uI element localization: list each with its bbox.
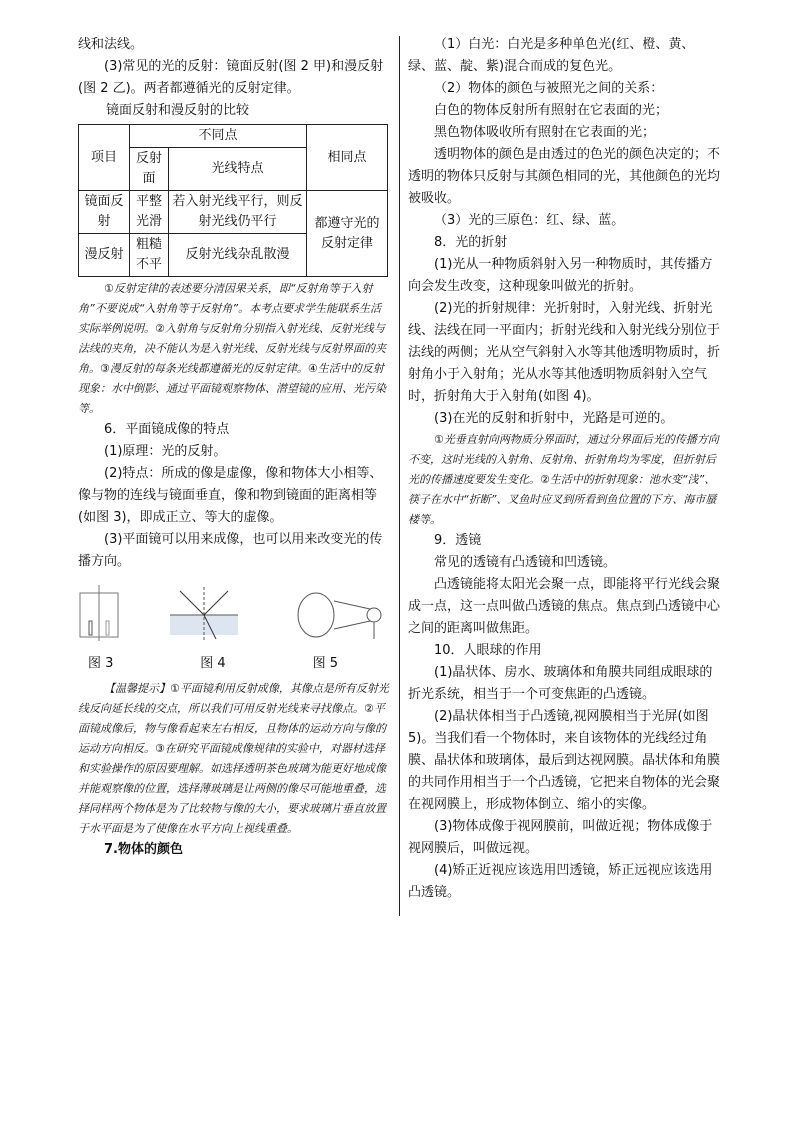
table-cell: 平整光滑 (130, 191, 169, 234)
table-caption: 镜面反射和漫反射的比较 (106, 103, 250, 118)
figure-images (78, 581, 388, 651)
table-cell-same: 都遵守光的反射定律 (307, 191, 388, 277)
paragraph: 常见的透镜有凸透镜和凹透镜。 (434, 555, 617, 570)
figure-3-mirror (80, 585, 118, 641)
paragraph: （1）白光：白光是多种单色光(红、橙、黄、绿、蓝、靛、紫)混合而成的复色光。 (408, 37, 695, 74)
paragraph: 黑色物体吸收所有照射在它表面的光； (434, 125, 656, 140)
table-cell: 反射光线杂乱散漫 (169, 234, 307, 277)
figure-3-label: 图 3 (88, 656, 114, 671)
heading-plane-mirror: 6．平面镜成像的特点 (104, 422, 230, 437)
paragraph: 线和法线。 (78, 37, 144, 52)
table-cell: 粗糙不平 (130, 234, 169, 277)
paragraph: (2)特点：所成的像是虚像，像和物体大小相等、像与物的连线与镜面垂直，像和物到镜面的距离相等(如图 3)，即成正立、等大的虚像。 (78, 466, 383, 525)
left-column (78, 34, 390, 861)
paragraph: （2）物体的颜色与被照光之间的关系： (434, 81, 664, 96)
comparison-table (78, 124, 388, 277)
paragraph-reflection-types: (3)常见的光的反射：镜面反射(图 2 甲)和漫反射(图 2 乙)。两者都遵循光的反射定律。 (78, 59, 384, 96)
paragraph: (1)晶状体、房水、玻璃体和角膜共同组成眼球的折光系统，相当于一个可变焦距的凸透镜。 (408, 665, 713, 702)
table-header-diff: 不同点 (130, 125, 307, 148)
warm-tip: 【温馨提示】①平面镜利用反射成像，其像点是所有反射光线反向延长线的交点，所以我们可用反射光线来寻找像点。②平面镜成像后，物与像看起来左右相反，且物体的运动方向与像的运动方向相反。③在研究平面镜成像规律的实验中，对器材选择和实验操作的原因要理解。如选择透明茶色玻璃为能更好地成像并能观察像的位置，选择薄玻璃是让两侧的像尽可能地重叠，选择同样两个物体是为了比较物与像的大小，要求玻璃片垂直放置于水平面是为了使像在水平方向上视线重叠。 (78, 682, 389, 835)
table-header-item: 项目 (79, 125, 130, 191)
figures (78, 581, 390, 653)
paragraph: （3）光的三原色：红、绿、蓝。 (434, 213, 625, 228)
paragraph: 凸透镜能将太阳光会聚一点，即能将平行光线会聚成一点，这一点叫做凸透镜的焦点。焦点到凸透镜中心之间的距离叫做焦距。 (408, 577, 721, 636)
figure-5-eye (298, 593, 381, 639)
paragraph: (3)在光的反射和折射中，光路是可逆的。 (434, 411, 674, 426)
table-cell: 若入射光线平行，则反射光线仍平行 (169, 191, 307, 234)
table-header-same: 相同点 (307, 125, 388, 191)
note-reflection: ①反射定律的表述要分清因果关系，即“反射角等于入射角”不要说成“入射角等于反射角”。本考点要求学生能联系生活实际举例说明。②入射角与反射角分别指入射光线、反射光线与法线的夹角，决不能认为是入射光线、反射光线与反射界面的夹角。③漫反射的每条光线都遵循光的反射定律。④生活中的反射现象：水中倒影、通过平面镜观察物体、潜望镜的应用、光污染等。 (78, 282, 386, 415)
table-cell: 镜面反射 (79, 191, 130, 234)
paragraph: (3)平面镜可以用来成像，也可以用来改变光的传播方向。 (78, 532, 383, 569)
figure-4-refraction (170, 587, 238, 641)
heading-eye: 10．人眼球的作用 (434, 643, 542, 658)
paragraph: (1)光从一种物质斜射入另一种物质时，其传播方向会发生改变，这种现象叫做光的折射。 (408, 257, 713, 294)
figure-5-label: 图 5 (312, 656, 338, 671)
table-header-surface: 反射面 (130, 148, 169, 191)
heading-refraction: 8．光的折射 (434, 235, 508, 250)
paragraph: 白色的物体反射所有照射在它表面的光； (434, 103, 669, 118)
paragraph: 透明物体的颜色是由透过的色光的颜色决定的；不透明的物体只反射与其颜色相同的光，其他颜色的光均被吸收。 (408, 147, 721, 206)
paragraph: (2)光的折射规律：光折射时，入射光线、折射光线、法线在同一平面内；折射光线和入射光线分别位于法线的两侧；光从空气斜射入水等其他透明物质时，折射角小于入射角；光从水等其他透明物质斜射入空气时，折射角大于入射角(如图 4)。 (408, 301, 721, 404)
heading-object-color: 7.物体的颜色 (104, 842, 183, 857)
note-refraction: ①光垂直射向两物质分界面时，通过分界面后光的传播方向不变，这时光线的入射角、反射角、折射角均为零度，但折射后光的传播速度要发生变化。②生活中的折射现象：池水变“浅”、筷子在水中“折断”、叉鱼时应叉到所看到鱼位置的下方、海市蜃楼等。 (408, 433, 719, 526)
right-column (408, 34, 720, 904)
table-cell: 漫反射 (79, 234, 130, 277)
paragraph: (2)晶状体相当于凸透镜,视网膜相当于光屏(如图 5)。当我们看一个物体时，来自该物体的光线经过角膜、晶状体和玻璃体，最后到达视网膜。晶状体和角膜的共同作用相当于一个凸透镜，它把来自物体的光会聚在视网膜上，形成物体倒立、缩小的实像。 (408, 709, 721, 812)
paragraph: (4)矫正近视应该选用凹透镜，矫正远视应该选用凸透镜。 (408, 863, 713, 900)
heading-lens: 9．透镜 (434, 533, 482, 548)
paragraph: (1)原理：光的反射。 (104, 444, 227, 459)
paragraph: (3)物体成像于视网膜前，叫做近视；物体成像于视网膜后，叫做远视。 (408, 819, 713, 856)
table-header-feature: 光线特点 (169, 148, 307, 191)
figure-4-label: 图 4 (200, 656, 226, 671)
column-divider (399, 36, 400, 916)
figure-labels (88, 653, 338, 675)
